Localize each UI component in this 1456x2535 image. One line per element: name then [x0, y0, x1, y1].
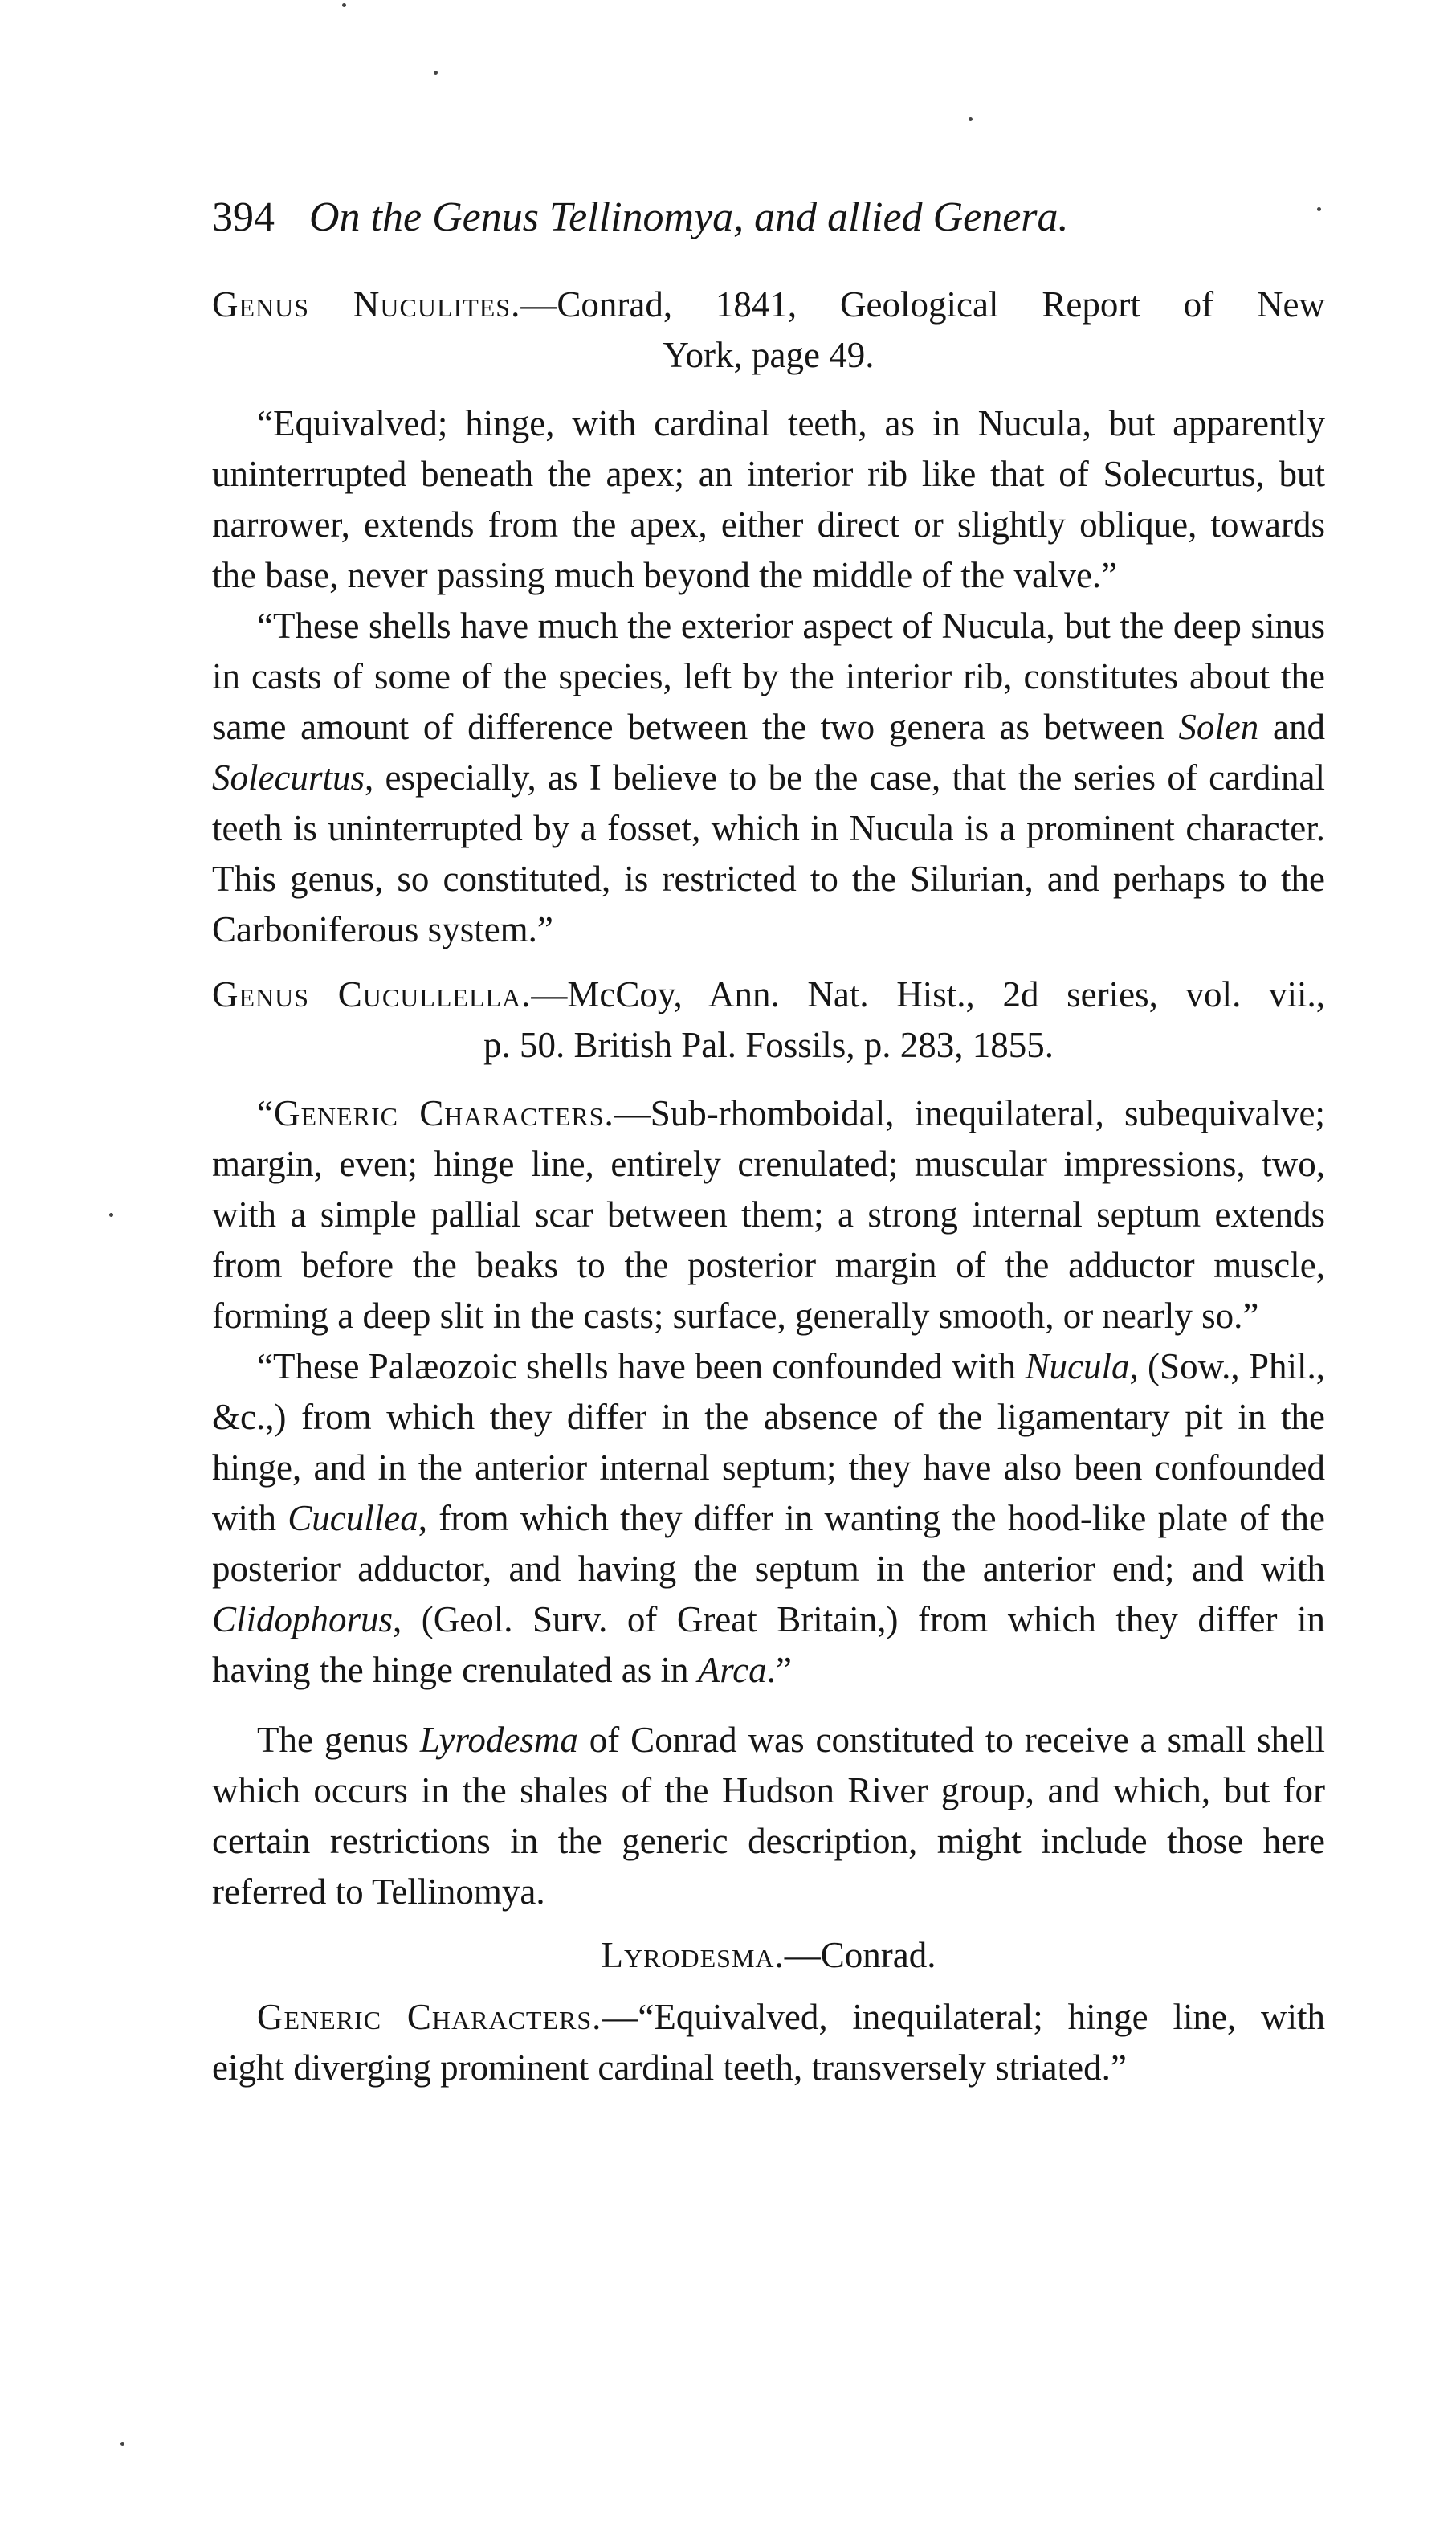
cucullella-citation-line2: p. 50. British Pal. Fossils, p. 283, 1855.	[483, 1025, 1054, 1065]
running-title: On the Genus Tellinomya, and allied Genera.	[309, 194, 1069, 240]
lyrodesma-intro-text-b: of Conrad was constituted to receive a small shell which occurs in the shales of the Hudson River group, and which, but for certain restrictions in the generic description, might include those here referred to Tellinomya.	[212, 1720, 1326, 1912]
nuculites-quote-2	[212, 601, 1325, 955]
genus-cucullea: Cucullea	[288, 1498, 418, 1538]
genus-solen: Solen	[1178, 707, 1259, 747]
lyrodesma-generic-label: Generic Characters.	[257, 1997, 602, 2037]
cucullella-quote-text-a: “These Palæozoic shells have been confounded with	[257, 1346, 1026, 1386]
lyrodesma-intro-text-a: The genus	[257, 1720, 420, 1760]
running-header	[212, 193, 1325, 243]
nuculites-quote-2-text-b: and	[1258, 707, 1325, 747]
page-number: 394	[212, 194, 275, 240]
genus-clidophorus: Clidophorus	[212, 1599, 394, 1639]
cucullella-quote-text-c: , from which they differ in wanting the hood-like plate of the posterior adductor, and having the septum in the anterior end; and with	[212, 1498, 1325, 1589]
lyrodesma-section-title	[212, 1930, 1325, 1981]
speck	[1317, 207, 1321, 211]
nuculites-quote-1: “Equivalved; hinge, with cardinal teeth, as in Nucula, but apparently uninterrupted beneath the apex; an interior rib like that of Solecurtus, but narrower, extends from the apex, either direct or slightly oblique, towards the base, never passing much beyond the middle of the valve.”	[212, 403, 1325, 595]
speck	[109, 1213, 113, 1217]
cucullella-generic-label: “Generic Characters.	[257, 1093, 614, 1133]
lyrodesma-title-author: —Conrad.	[784, 1935, 936, 1975]
speck	[120, 2442, 124, 2446]
nuculites-genus-label: Genus Nuculites.	[212, 284, 521, 325]
cucullella-quote-text-d: , (Geol. Surv. of Great Britain,) from which they differ in having the hinge crenulated as in	[212, 1599, 1325, 1690]
genus-nucula: Nucula	[1025, 1346, 1130, 1386]
lyrodesma-title: Lyrodesma.	[601, 1935, 785, 1975]
speck	[434, 71, 438, 75]
nuculites-heading	[212, 280, 1325, 381]
cucullella-quote-text-e: .”	[766, 1650, 792, 1690]
cucullella-genus-label: Genus Cucullella.	[212, 974, 532, 1014]
page-body	[212, 193, 1325, 2093]
cucullella-citation-text: —McCoy, Ann. Nat. Hist., 2d series, vol. vii.,	[531, 974, 1326, 1014]
lyrodesma-generic-text: —“Equivalved, inequilateral; hinge line, with eight diverging prominent cardinal teeth, transversely striated.”	[212, 1997, 1326, 2088]
speck	[969, 117, 973, 121]
genus-solecurtus: Solecurtus	[212, 757, 365, 798]
nuculites-citation-text: —Conrad, 1841, Geological Report of New	[520, 284, 1326, 325]
cucullella-quote	[212, 1341, 1325, 1696]
lyrodesma-intro	[212, 1715, 1325, 1917]
lyrodesma-generic-characters	[212, 1992, 1325, 2093]
cucullella-citation-line1	[212, 970, 1325, 1020]
nuculites-citation-line1	[212, 280, 1325, 330]
speck	[342, 3, 346, 7]
nuculites-quote-2-text-c: , especially, as I believe to be the case, that the series of cardinal teeth is uninterrupted by a fosset, which in Nucula is a prominent character. This genus, so constituted, is restricted to the Silurian, and perhaps to the Carboniferous system.”	[212, 757, 1325, 949]
cucullella-heading	[212, 970, 1325, 1071]
cucullella-generic-characters	[212, 1088, 1325, 1341]
genus-arca: Arca	[697, 1650, 767, 1690]
nuculites-citation-line2: York, page 49.	[663, 335, 875, 375]
cucullella-quote-text-b: , (Sow., Phil., &c.,) from which they differ in the absence of the ligamentary pit in the hinge, and in the anterior internal septum; they have also been confounded with	[212, 1346, 1325, 1538]
genus-lyrodesma: Lyrodesma	[419, 1720, 578, 1760]
nuculites-quote-2-text-a: “These shells have much the exterior aspect of Nucula, but the deep sinus in casts of some of the species, left by the interior rib, constitutes about the same amount of difference between the two genera as between	[212, 606, 1325, 747]
cucullella-generic-text: —Sub-rhomboidal, inequilateral, subequivalve; margin, even; hinge line, entirely crenulated; muscular impressions, two, with a simple pallial scar between them; a strong internal septum extends from before the beaks to the posterior margin of the adductor muscle, forming a deep slit in the casts; surface, generally smooth, or nearly so.”	[212, 1093, 1325, 1336]
